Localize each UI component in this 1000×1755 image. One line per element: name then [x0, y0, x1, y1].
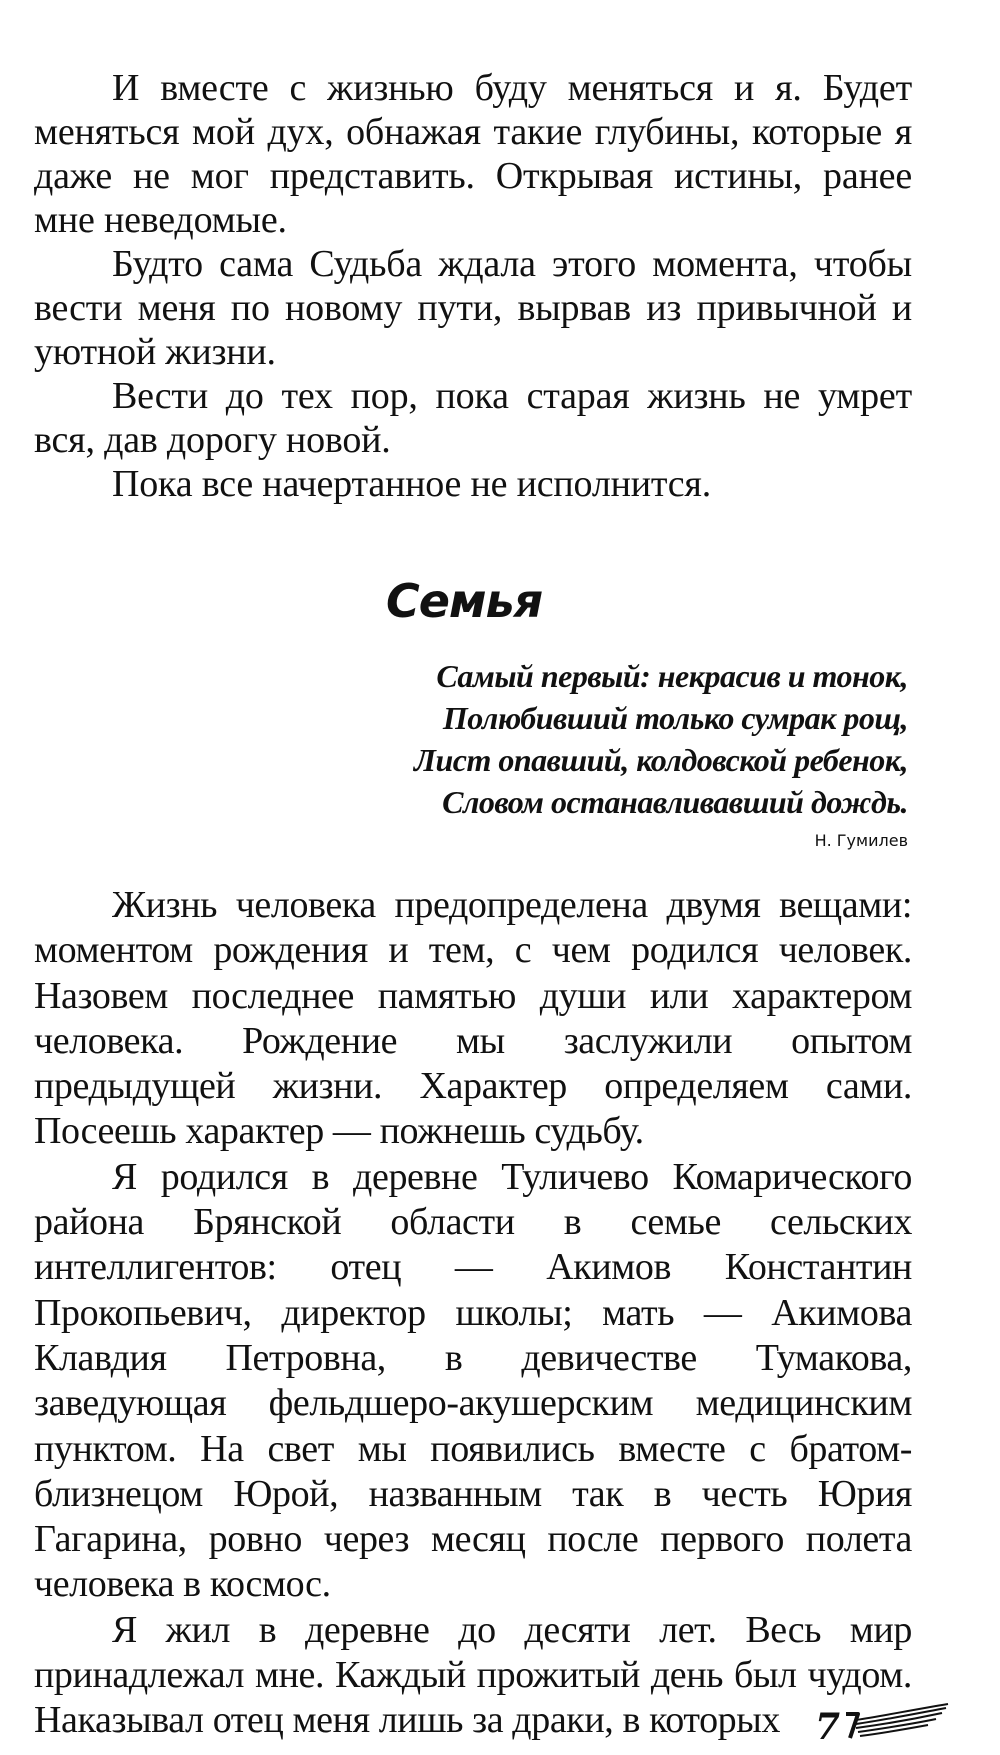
top-text-block — [34, 66, 912, 506]
page-footer — [814, 1700, 952, 1748]
epigraph-line: Словом останавливавший дождь. — [442, 784, 908, 820]
body-text-block — [34, 883, 912, 1748]
epigraph-line: Лист опавший, колдовской ребенок, — [414, 742, 908, 778]
epigraph-author: Н. Гумилев — [814, 831, 908, 850]
epigraph — [288, 655, 908, 851]
paragraph: Вести до тех пор, пока старая жизнь не умрет вся, дав дорогу новой. — [34, 375, 912, 461]
epigraph-line: Самый первый: некрасив и тонок, — [436, 658, 908, 694]
paragraph: Я жил в деревне до десяти лет. Весь мир принадлежал мне. Каждый прожитый день был чудом. Наказывал отец меня лишь за драки, в которых — [34, 1608, 912, 1742]
paragraph: Я родился в деревне Туличево Комарического района Брянской области в семье сельских интеллигентов: отец — Акимов Константин Прокопьевич, директор школы; мать — Акимова Клавдия Петровна, в девичестве Тумакова, заведующая фельдшеро-акушерским медицинским пунктом. На свет мы появились вместе с братом-близнецом Юрой, названным так в честь Юрия Гагарина, ровно через месяц после первого полета человека в космос. — [34, 1155, 912, 1606]
page-number: 7 — [814, 1706, 840, 1748]
epigraph-line: Полюбивший только сумрак рощ, — [442, 700, 908, 736]
paragraph: Будто сама Судьба ждала этого момента, чтобы вести меня по новому пути, вырвав из привычной и уютной жизни. — [34, 243, 912, 373]
paragraph: Жизнь человека предопределена двумя вещами: моментом рождения и тем, с чем родился человек. Назовем последнее памятью души или характером человека. Рождение мы заслужили опытом предыдущей жизни. Характер определяем сами. Посеешь характер — пожнешь судьбу. — [34, 884, 912, 1153]
section-title: Семья — [386, 574, 543, 628]
feather-swoosh-icon — [842, 1700, 952, 1745]
paragraph: И вместе с жизнью буду меняться и я. Будет меняться мой дух, обнажая такие глубины, которые я даже не мог представить. Открывая истины, ранее мне неведомые. — [34, 67, 912, 241]
paragraph: Пока все начертанное не исполнится. — [112, 463, 711, 505]
